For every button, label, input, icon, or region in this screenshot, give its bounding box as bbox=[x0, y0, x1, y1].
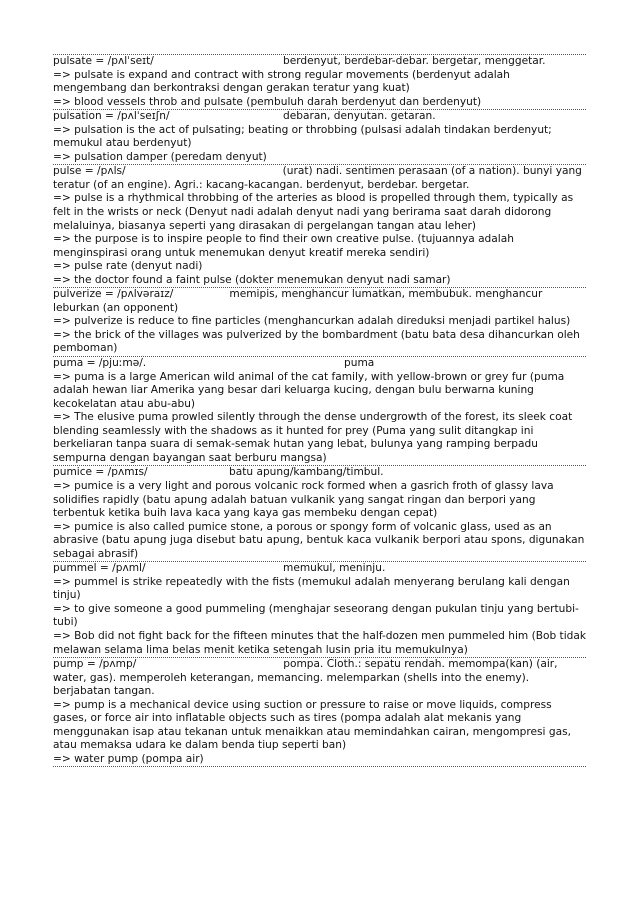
example-line: => pump is a mechanical device using suction or pressure to raise or move liquids, compress gases, or force air into inflatable objects such as tires (pompa adalah alat mekanis yang menggunakan isap atau tekanan untuk menaikkan atau memindahkan cairan, mengompresi gas, atau memaksa udara ke dalam benda tiup seperti ban) bbox=[53, 698, 575, 752]
headword-definition: (urat) nadi. sentimen perasaan (of a nation). bunyi yang teratur (of an engine). Agri.: kacang-kacangan. berdenyut, berdebar. bergetar. bbox=[53, 165, 582, 191]
entry-heading bbox=[53, 165, 586, 192]
example-line: => to give someone a good pummeling (menghajar seseorang dengan pukulan tinju yang bertubi-tubi) bbox=[53, 602, 579, 629]
example-line: => pumice is a very light and porous volcanic rock formed when a gasrich froth of glassy lava solidifies rapidly (batu apung adalah batuan vulkanik yang sangat ringan dan berpori yang terbentuk ketika buih lava kaca yang kaya gas membeku dengan cepat) bbox=[53, 479, 557, 520]
example-line: => pulse is a rhythmical throbbing of the arteries as blood is propelled through them, typically as felt in the wrists or neck (Denyut nadi adalah denyut nadi yang berirama saat darah didorong melaluinya, biasanya seperti yang dirasakan di pergelangan tangan atau leher) bbox=[53, 192, 577, 232]
headword-definition: memipis, menghancur lumatkan, membubuk. menghancur leburkan (an opponent) bbox=[53, 288, 543, 314]
dictionary-entry bbox=[53, 109, 586, 164]
headword-pronunciation: pulsate = /pʌlˈseɪt/ bbox=[53, 55, 154, 67]
example-line: => pulsation is the act of pulsating; beating or throbbing (pulsasi adalah tindakan berdenyut; memukul atau berdenyut) bbox=[53, 123, 556, 150]
example-line: => pulverize is reduce to fine particles (menghancurkan adalah direduksi menjadi partikel halus) bbox=[53, 315, 571, 328]
example-line: => pulsate is expand and contract with strong regular movements (berdenyut adalah mengembang dan berkontraksi dengan gerakan teratur yang kuat) bbox=[53, 68, 514, 95]
example-line: => The elusive puma prowled silently through the dense undergrowth of the forest, its sleek coat blending seamlessly with the shadows as it hunted for prey (Puma yang sulit ditangkap ini berkeliaran tanpa suara di semak-semak hutan yang lebat, bulunya yang ramping berpadu sempurna dengan bayangan saat berburu mangsa) bbox=[53, 411, 576, 464]
headword-pronunciation: pummel = /pʌml/ bbox=[53, 562, 146, 575]
headword-pronunciation: pulse = /pʌls/ bbox=[53, 165, 126, 178]
dictionary-entry bbox=[53, 356, 586, 465]
example-line: => the doctor found a faint pulse (dokter menemukan denyut nadi samar) bbox=[53, 273, 451, 286]
example-line: => pummel is strike repeatedly with the fists (memukul adalah menyerang berulang kali dengan tinju) bbox=[53, 575, 574, 602]
headword-definition: memukul, meninju. bbox=[283, 562, 386, 575]
example-line: => water pump (pompa air) bbox=[53, 752, 204, 765]
example-line: => pulse rate (denyut nadi) bbox=[53, 260, 203, 273]
entry-heading bbox=[53, 288, 586, 315]
headword-pronunciation: pulsation = /pʌlˈseɪʃn/ bbox=[53, 110, 170, 123]
headword-definition: debaran, denyutan. getaran. bbox=[283, 110, 436, 123]
example-line: => blood vessels throb and pulsate (pembuluh darah berdenyut dan berdenyut) bbox=[53, 95, 482, 108]
headword-pronunciation: pulverize = /pʌlvəraɪz/ bbox=[53, 288, 174, 301]
dictionary-entry bbox=[53, 164, 586, 287]
dictionary-entry bbox=[53, 561, 590, 657]
dictionary-page bbox=[53, 54, 590, 767]
entry-heading bbox=[53, 357, 586, 371]
entry-heading bbox=[53, 110, 586, 124]
entry-heading bbox=[53, 562, 586, 576]
entry-heading bbox=[53, 466, 586, 480]
dictionary-entry bbox=[53, 657, 586, 767]
headword-pronunciation: pumice = /pʌmɪs/ bbox=[53, 466, 148, 479]
headword-definition: batu apung/kambang/timbul. bbox=[229, 466, 384, 479]
example-line: => pumice is also called pumice stone, a porous or spongy form of volcanic glass, used as an abrasive (batu apung juga disebut batu apung, bentuk kaca vulkanik berpori atau spons, digunakan sebagai abrasif) bbox=[53, 520, 588, 560]
entry-heading bbox=[53, 55, 586, 69]
dictionary-entry bbox=[53, 54, 586, 109]
headword-definition: berdenyut, berdebar-debar. bergetar, menggetar. bbox=[283, 55, 546, 67]
dictionary-entry bbox=[53, 465, 586, 561]
headword-definition: puma bbox=[344, 357, 375, 370]
headword-pronunciation: pump = /pʌmp/ bbox=[53, 658, 137, 671]
entry-heading bbox=[53, 658, 586, 699]
dictionary-entry bbox=[53, 287, 586, 356]
headword-pronunciation: puma = /pjuːmə/. bbox=[53, 357, 147, 370]
example-line: => the brick of the villages was pulverized by the bombardment (batu bata desa dihancurkan oleh pemboman) bbox=[53, 328, 584, 355]
example-line: => the purpose is to inspire people to find their own creative pulse. (tujuannya adalah menginspirasi orang untuk menemukan denyut kreatif mereka sendiri) bbox=[53, 233, 518, 259]
example-line: => pulsation damper (peredam denyut) bbox=[53, 150, 267, 163]
example-line: => Bob did not fight back for the fifteen minutes that the half-dozen men pummeled him (Bob tidak melawan selama lima belas menit ketika setengah lusin pria itu memukulnya) bbox=[53, 629, 590, 656]
headword-definition: pompa. Cloth.: sepatu rendah. memompa(kan) (air, water, gas). memperoleh keterangan, memancing. melemparkan (shells into the enemy). berjabatan tangan. bbox=[53, 658, 558, 698]
example-line: => puma is a large American wild animal of the cat family, with yellow-brown or grey fur (puma adalah hewan liar Amerika yang besar dari keluarga kucing, dengan bulu berwarna kuning kecokelatan atau abu-abu) bbox=[53, 370, 568, 410]
